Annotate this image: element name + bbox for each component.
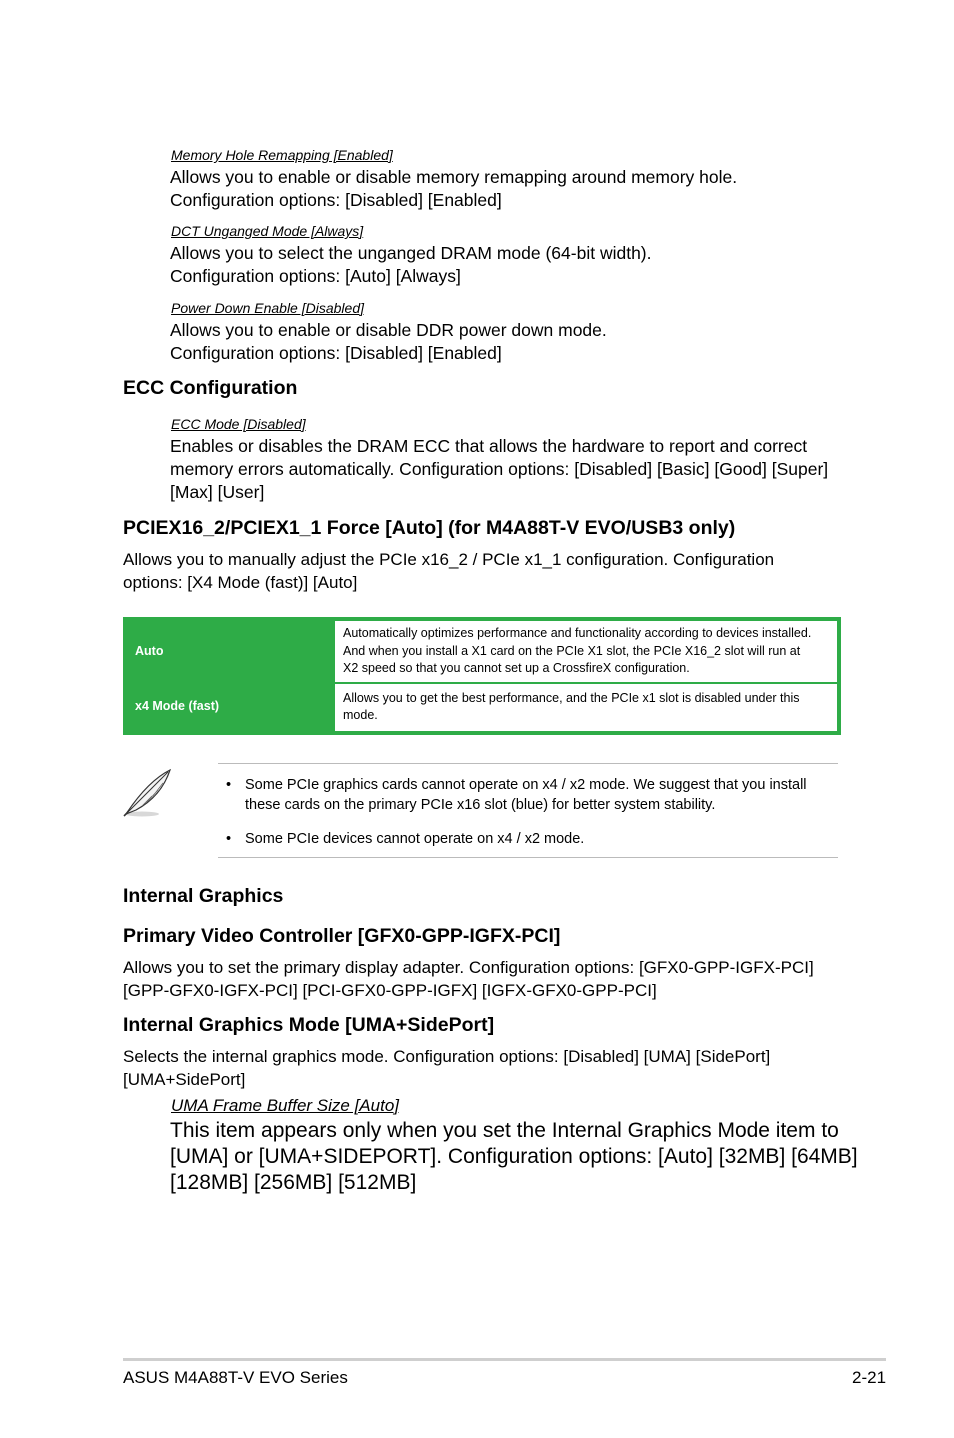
- option-label: Auto: [125, 619, 334, 683]
- ecc-mode-title: ECC Mode [Disabled]: [171, 416, 306, 432]
- option-description-line: mode.: [343, 708, 378, 722]
- option-label: x4 Mode (fast): [125, 683, 334, 733]
- uma-line1: This item appears only when you set the Internal Graphics Mode item to: [170, 1119, 839, 1142]
- uma-description: [170, 1118, 858, 1196]
- uma-title: UMA Frame Buffer Size [Auto]: [171, 1096, 399, 1115]
- pciex-heading: PCIEX16_2/PCIEX1_1 Force [Auto] (for M4A88T-V EVO/USB3 only): [123, 517, 736, 539]
- power-down-line1: Allows you to enable or disable DDR power down mode.: [170, 320, 607, 340]
- note-bottom-divider: [218, 857, 838, 858]
- pciex-line2: options: [X4 Mode (fast)] [Auto]: [123, 573, 358, 592]
- footer-product: ASUS M4A88T-V EVO Series: [123, 1368, 348, 1387]
- uma-line3: [128MB] [256MB] [512MB]: [170, 1171, 417, 1194]
- dct-line1: Allows you to select the unganged DRAM mode (64-bit width).: [170, 243, 652, 263]
- bullet-dot: •: [226, 777, 232, 793]
- option-description: [334, 619, 839, 683]
- option-description-line: And when you install a X1 card on the PCIe X1 slot, the PCIe X16_2 slot will run at: [343, 643, 801, 658]
- power-down-title: Power Down Enable [Disabled]: [171, 300, 364, 316]
- memory-hole-description: [170, 166, 737, 212]
- ecc-line3: [Max] [User]: [170, 482, 265, 502]
- graphics-mode-line2: [UMA+SidePort]: [123, 1070, 246, 1089]
- pciex-line1: Allows you to manually adjust the PCIe x16_2 / PCIe x1_1 configuration. Configuration: [123, 550, 775, 569]
- note-bullet: [226, 829, 845, 849]
- internal-graphics-heading: Internal Graphics: [123, 885, 284, 907]
- ecc-line1: Enables or disables the DRAM ECC that allows the hardware to report and correct: [170, 436, 808, 456]
- uma-line2: [UMA] or [UMA+SIDEPORT]. Configuration options: [Auto] [32MB] [64MB]: [170, 1145, 858, 1168]
- note-top-divider: [218, 763, 838, 764]
- table-row: [125, 619, 839, 683]
- footer-page-number: 2-21: [852, 1368, 887, 1387]
- option-description-line: Automatically optimizes performance and functionality according to devices installed.: [343, 626, 812, 640]
- ecc-description: [170, 435, 828, 504]
- ecc-line2: memory errors automatically. Configuration options: [Disabled] [Basic] [Good] [Super]: [170, 459, 829, 479]
- footer-rule: [123, 1358, 886, 1361]
- quill-pen-icon: [120, 766, 176, 820]
- note-bullet-line: Some PCIe devices cannot operate on x4 / x2 mode.: [245, 831, 585, 847]
- primary-video-line2: [GPP-GFX0-IGFX-PCI] [PCI-GFX0-GPP-IGFX] [IGFX-GFX0-GPP-PCI]: [123, 981, 657, 1000]
- pciex-options-table: [123, 617, 841, 735]
- graphics-mode-description: [123, 1045, 770, 1091]
- table-row: [125, 683, 839, 733]
- memory-hole-options: Configuration options: [Disabled] [Enabled]: [170, 190, 502, 210]
- note-bullet-line: Some PCIe graphics cards cannot operate on x4 / x2 mode. We suggest that you install: [245, 777, 807, 793]
- memory-hole-line1: Allows you to enable or disable memory remapping around memory hole.: [170, 167, 738, 187]
- pciex-description: [123, 548, 774, 594]
- graphics-mode-line1: Selects the internal graphics mode. Configuration options: [Disabled] [UMA] [SidePort]: [123, 1047, 771, 1066]
- ecc-heading: ECC Configuration: [123, 377, 298, 399]
- dct-options: Configuration options: [Auto] [Always]: [170, 266, 461, 286]
- primary-video-description: [123, 956, 814, 1002]
- power-down-options: Configuration options: [Disabled] [Enabled]: [170, 343, 502, 363]
- note-bullet-line: these cards on the primary PCIe x16 slot (blue) for better system stability.: [245, 797, 716, 813]
- dct-title: DCT Unganged Mode [Always]: [171, 223, 364, 239]
- dct-description: [170, 242, 652, 288]
- graphics-mode-heading: Internal Graphics Mode [UMA+SidePort]: [123, 1014, 495, 1036]
- primary-video-line1: Allows you to set the primary display adapter. Configuration options: [GFX0-GPP-IGFX-PCI]: [123, 958, 814, 977]
- option-description: [334, 683, 839, 733]
- power-down-description: [170, 319, 607, 365]
- memory-hole-title: Memory Hole Remapping [Enabled]: [171, 147, 393, 163]
- bullet-dot: •: [226, 831, 232, 847]
- primary-video-heading: Primary Video Controller [GFX0-GPP-IGFX-PCI]: [123, 925, 561, 947]
- option-description-line: Allows you to get the best performance, and the PCIe x1 slot is disabled under this: [343, 690, 800, 705]
- option-description-line: X2 speed so that you cannot set up a CrossfireX configuration.: [343, 661, 690, 675]
- note-bullet: [226, 775, 845, 815]
